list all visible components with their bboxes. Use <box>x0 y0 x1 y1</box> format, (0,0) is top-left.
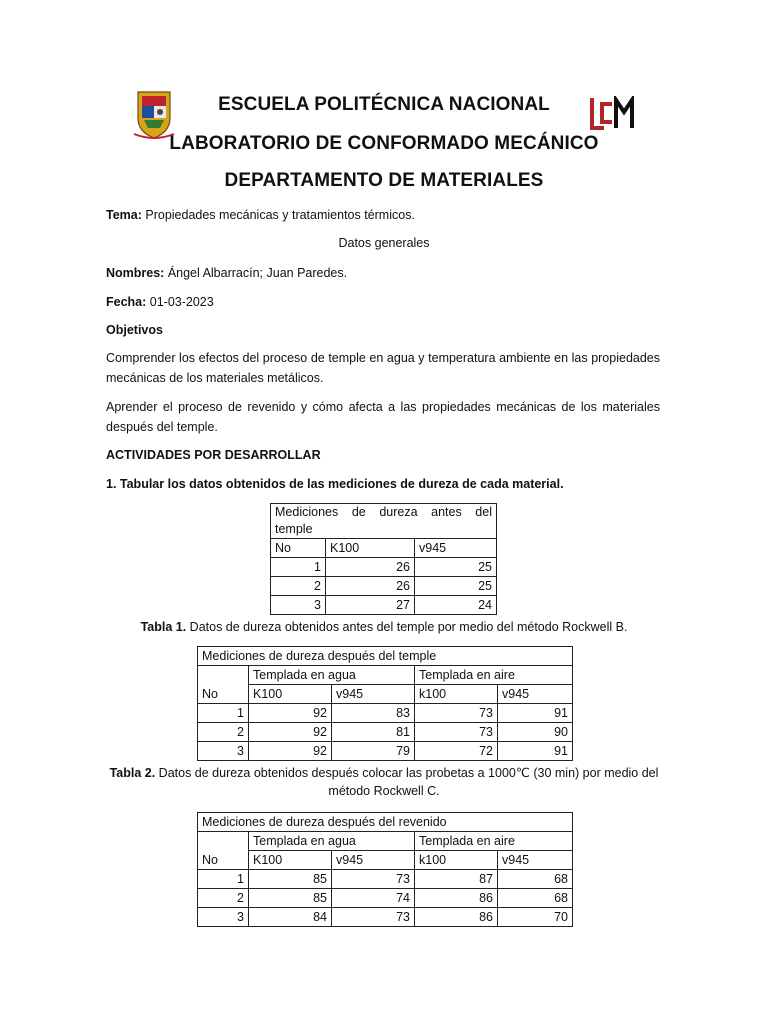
table-row <box>198 742 573 761</box>
cell: 24 <box>415 596 497 615</box>
table-before-temper <box>270 503 497 615</box>
fecha-label: Fecha: <box>106 295 147 309</box>
tema-line <box>106 207 660 223</box>
table-row <box>198 704 573 723</box>
objective-paragraph-1: Comprender los efectos del proceso de temple en agua y temperatura ambiente en las propiedades mecánicas de los materiales metálicos. <box>106 351 660 385</box>
cell: 68 <box>498 870 573 889</box>
cell: 26 <box>326 558 415 577</box>
fecha-line <box>106 294 660 310</box>
cell: 3 <box>198 742 249 761</box>
table-row <box>271 558 497 577</box>
table-title: Mediciones de dureza después del temple <box>198 647 573 666</box>
fecha-value: 01-03-2023 <box>146 295 214 309</box>
tema-label: Tema: <box>106 208 142 222</box>
cell: 2 <box>271 577 326 596</box>
header-cell: k100 <box>415 851 498 870</box>
header-cell: K100 <box>249 685 332 704</box>
table2-caption-line2: método Rockwell C. <box>328 784 440 798</box>
header-cell: No <box>198 666 249 704</box>
cell: 85 <box>249 870 332 889</box>
cell: 83 <box>332 704 415 723</box>
table-title-row <box>198 813 573 832</box>
cell: 73 <box>332 870 415 889</box>
header-cell: k100 <box>415 685 498 704</box>
laboratory-name: LABORATORIO DE CONFORMADO MECÁNICO <box>169 133 599 154</box>
header-cell: v945 <box>332 685 415 704</box>
header-cell: v945 <box>498 851 573 870</box>
table-row <box>198 908 573 927</box>
cell: 26 <box>326 577 415 596</box>
table2-caption <box>0 764 768 800</box>
header-cell: No <box>271 539 326 558</box>
cell: 86 <box>415 889 498 908</box>
cell: 85 <box>249 889 332 908</box>
cell: 1 <box>271 558 326 577</box>
cell: 86 <box>415 908 498 927</box>
header-cell: v945 <box>498 685 573 704</box>
group-header-water: Templada en agua <box>249 666 415 685</box>
tema-value: Propiedades mecánicas y tratamientos térmicos. <box>141 208 415 222</box>
table-row <box>271 577 497 596</box>
table1-caption-text: Datos de dureza obtenidos antes del temple por medio del método Rockwell B. <box>186 620 628 634</box>
table-row <box>198 889 573 908</box>
cell: 1 <box>198 870 249 889</box>
nombres-value: Ángel Albarracín; Juan Paredes. <box>164 266 348 280</box>
objectives-heading: Objetivos <box>106 323 163 337</box>
table2-caption-text: Datos de dureza obtenidos después colocar las probetas a 1000℃ (30 min) por medio del <box>155 766 659 780</box>
cell: 92 <box>249 704 332 723</box>
table-header-row <box>198 685 573 704</box>
table-row <box>271 596 497 615</box>
cell: 84 <box>249 908 332 927</box>
cell: 25 <box>415 558 497 577</box>
table-title: Mediciones de dureza antes del temple <box>271 504 497 539</box>
objective-paragraph-2: Aprender el proceso de revenido y cómo afecta a las propiedades mecánicas de los materiales después del temple. <box>106 400 660 434</box>
cell: 72 <box>415 742 498 761</box>
group-header-air: Templada en aire <box>415 832 573 851</box>
group-header-water: Templada en agua <box>249 832 415 851</box>
table1-caption-label: Tabla 1. <box>140 620 187 634</box>
school-name: ESCUELA POLITÉCNICA NACIONAL <box>218 94 550 115</box>
cell: 70 <box>498 908 573 927</box>
general-data-heading: Datos generales <box>338 236 430 250</box>
cell: 73 <box>415 723 498 742</box>
activity-item-1: 1. Tabular los datos obtenidos de las mediciones de dureza de cada material. <box>106 477 564 491</box>
cell: 90 <box>498 723 573 742</box>
cell: 2 <box>198 723 249 742</box>
cell: 3 <box>198 908 249 927</box>
table-group-row <box>198 666 573 685</box>
header-cell: v945 <box>332 851 415 870</box>
table-title: Mediciones de dureza después del revenido <box>198 813 573 832</box>
activities-heading: ACTIVIDADES POR DESARROLLAR <box>106 448 321 462</box>
table-group-row <box>198 832 573 851</box>
cell: 79 <box>332 742 415 761</box>
cell: 91 <box>498 742 573 761</box>
department-name: DEPARTAMENTO DE MATERIALES <box>224 170 544 191</box>
table2-caption-label: Tabla 2. <box>109 766 156 780</box>
cell: 92 <box>249 723 332 742</box>
cell: 1 <box>198 704 249 723</box>
table1-caption <box>0 618 768 636</box>
cell: 68 <box>498 889 573 908</box>
cell: 87 <box>415 870 498 889</box>
cell: 91 <box>498 704 573 723</box>
cell: 25 <box>415 577 497 596</box>
cell: 2 <box>198 889 249 908</box>
table-row <box>198 723 573 742</box>
header-cell: v945 <box>415 539 497 558</box>
table-header-row <box>198 851 573 870</box>
table-row <box>198 870 573 889</box>
nombres-line <box>106 265 660 281</box>
cell: 73 <box>415 704 498 723</box>
header-cell: K100 <box>249 851 332 870</box>
nombres-label: Nombres: <box>106 266 165 280</box>
header-cell: K100 <box>326 539 415 558</box>
table-after-tempering <box>197 812 573 927</box>
group-header-air: Templada en aire <box>415 666 573 685</box>
cell: 74 <box>332 889 415 908</box>
cell: 27 <box>326 596 415 615</box>
table-title-row <box>271 504 497 539</box>
cell: 92 <box>249 742 332 761</box>
table2-caption-line1 <box>0 764 768 782</box>
header-cell: No <box>198 832 249 870</box>
table-after-temper <box>197 646 573 761</box>
table-header-row <box>271 539 497 558</box>
cell: 3 <box>271 596 326 615</box>
cell: 73 <box>332 908 415 927</box>
cell: 81 <box>332 723 415 742</box>
table-title-row <box>198 647 573 666</box>
